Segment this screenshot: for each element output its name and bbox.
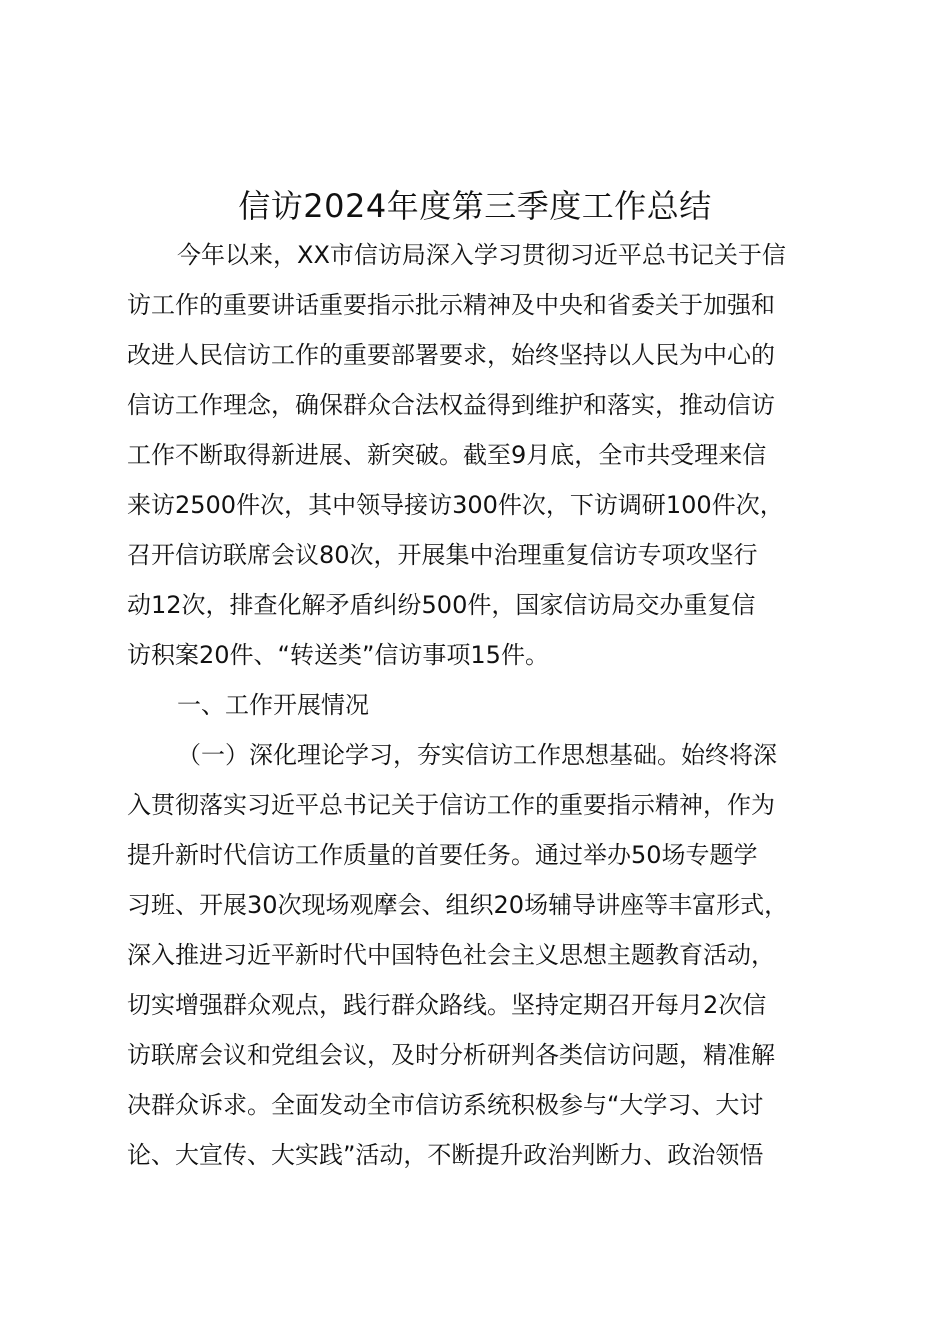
text-line: 改进人民信访工作的重要部署要求，始终坚持以人民为中心的 [127, 341, 775, 369]
text-line: 论、大宣传、大实践”活动，不断提升政治判断力、政治领悟 [127, 1141, 764, 1169]
text-line: 工作不断取得新进展、新突破。截至9月底，全市共受理来信 [127, 441, 767, 469]
text-line: 入贯彻落实习近平总书记关于信访工作的重要指示精神，作为 [127, 791, 775, 819]
text-line: 动12次，排查化解矛盾纠纷500件，国家信访局交办重复信 [127, 591, 756, 619]
text-line: 切实增强群众观点，践行群众路线。坚持定期召开每月2次信 [127, 991, 767, 1019]
document-body [127, 230, 862, 1180]
text-line: 召开信访联席会议80次，开展集中治理重复信访专项攻坚行 [127, 541, 758, 569]
text-line: 访联席会议和党组会议，及时分析研判各类信访问题，精准解 [127, 1041, 775, 1069]
document-title: 信访2024年度第三季度工作总结 [238, 187, 712, 225]
text-line: 一、工作开展情况 [177, 691, 369, 719]
text-line: 来访2500件次，其中领导接访300件次，下访调研100件次， [127, 491, 784, 519]
text-line: 提升新时代信访工作质量的首要任务。通过举办50场专题学 [127, 841, 758, 869]
text-line: 访积案20件、“转送类”信访事项15件。 [127, 641, 549, 669]
text-line: 决群众诉求。全面发动全市信访系统积极参与“大学习、大讨 [127, 1091, 764, 1119]
text-line: （一）深化理论学习，夯实信访工作思想基础。始终将深 [177, 741, 777, 769]
text-line: 习班、开展30次现场观摩会、组织20场辅导讲座等丰富形式， [127, 891, 789, 919]
text-line: 信访工作理念，确保群众合法权益得到维护和落实，推动信访 [127, 391, 775, 419]
text-line: 深入推进习近平新时代中国特色社会主义思想主题教育活动， [127, 941, 775, 969]
text-line: 访工作的重要讲话重要指示批示精神及中央和省委关于加强和 [127, 291, 775, 319]
text-line: 今年以来，XX市信访局深入学习贯彻习近平总书记关于信 [177, 241, 786, 269]
